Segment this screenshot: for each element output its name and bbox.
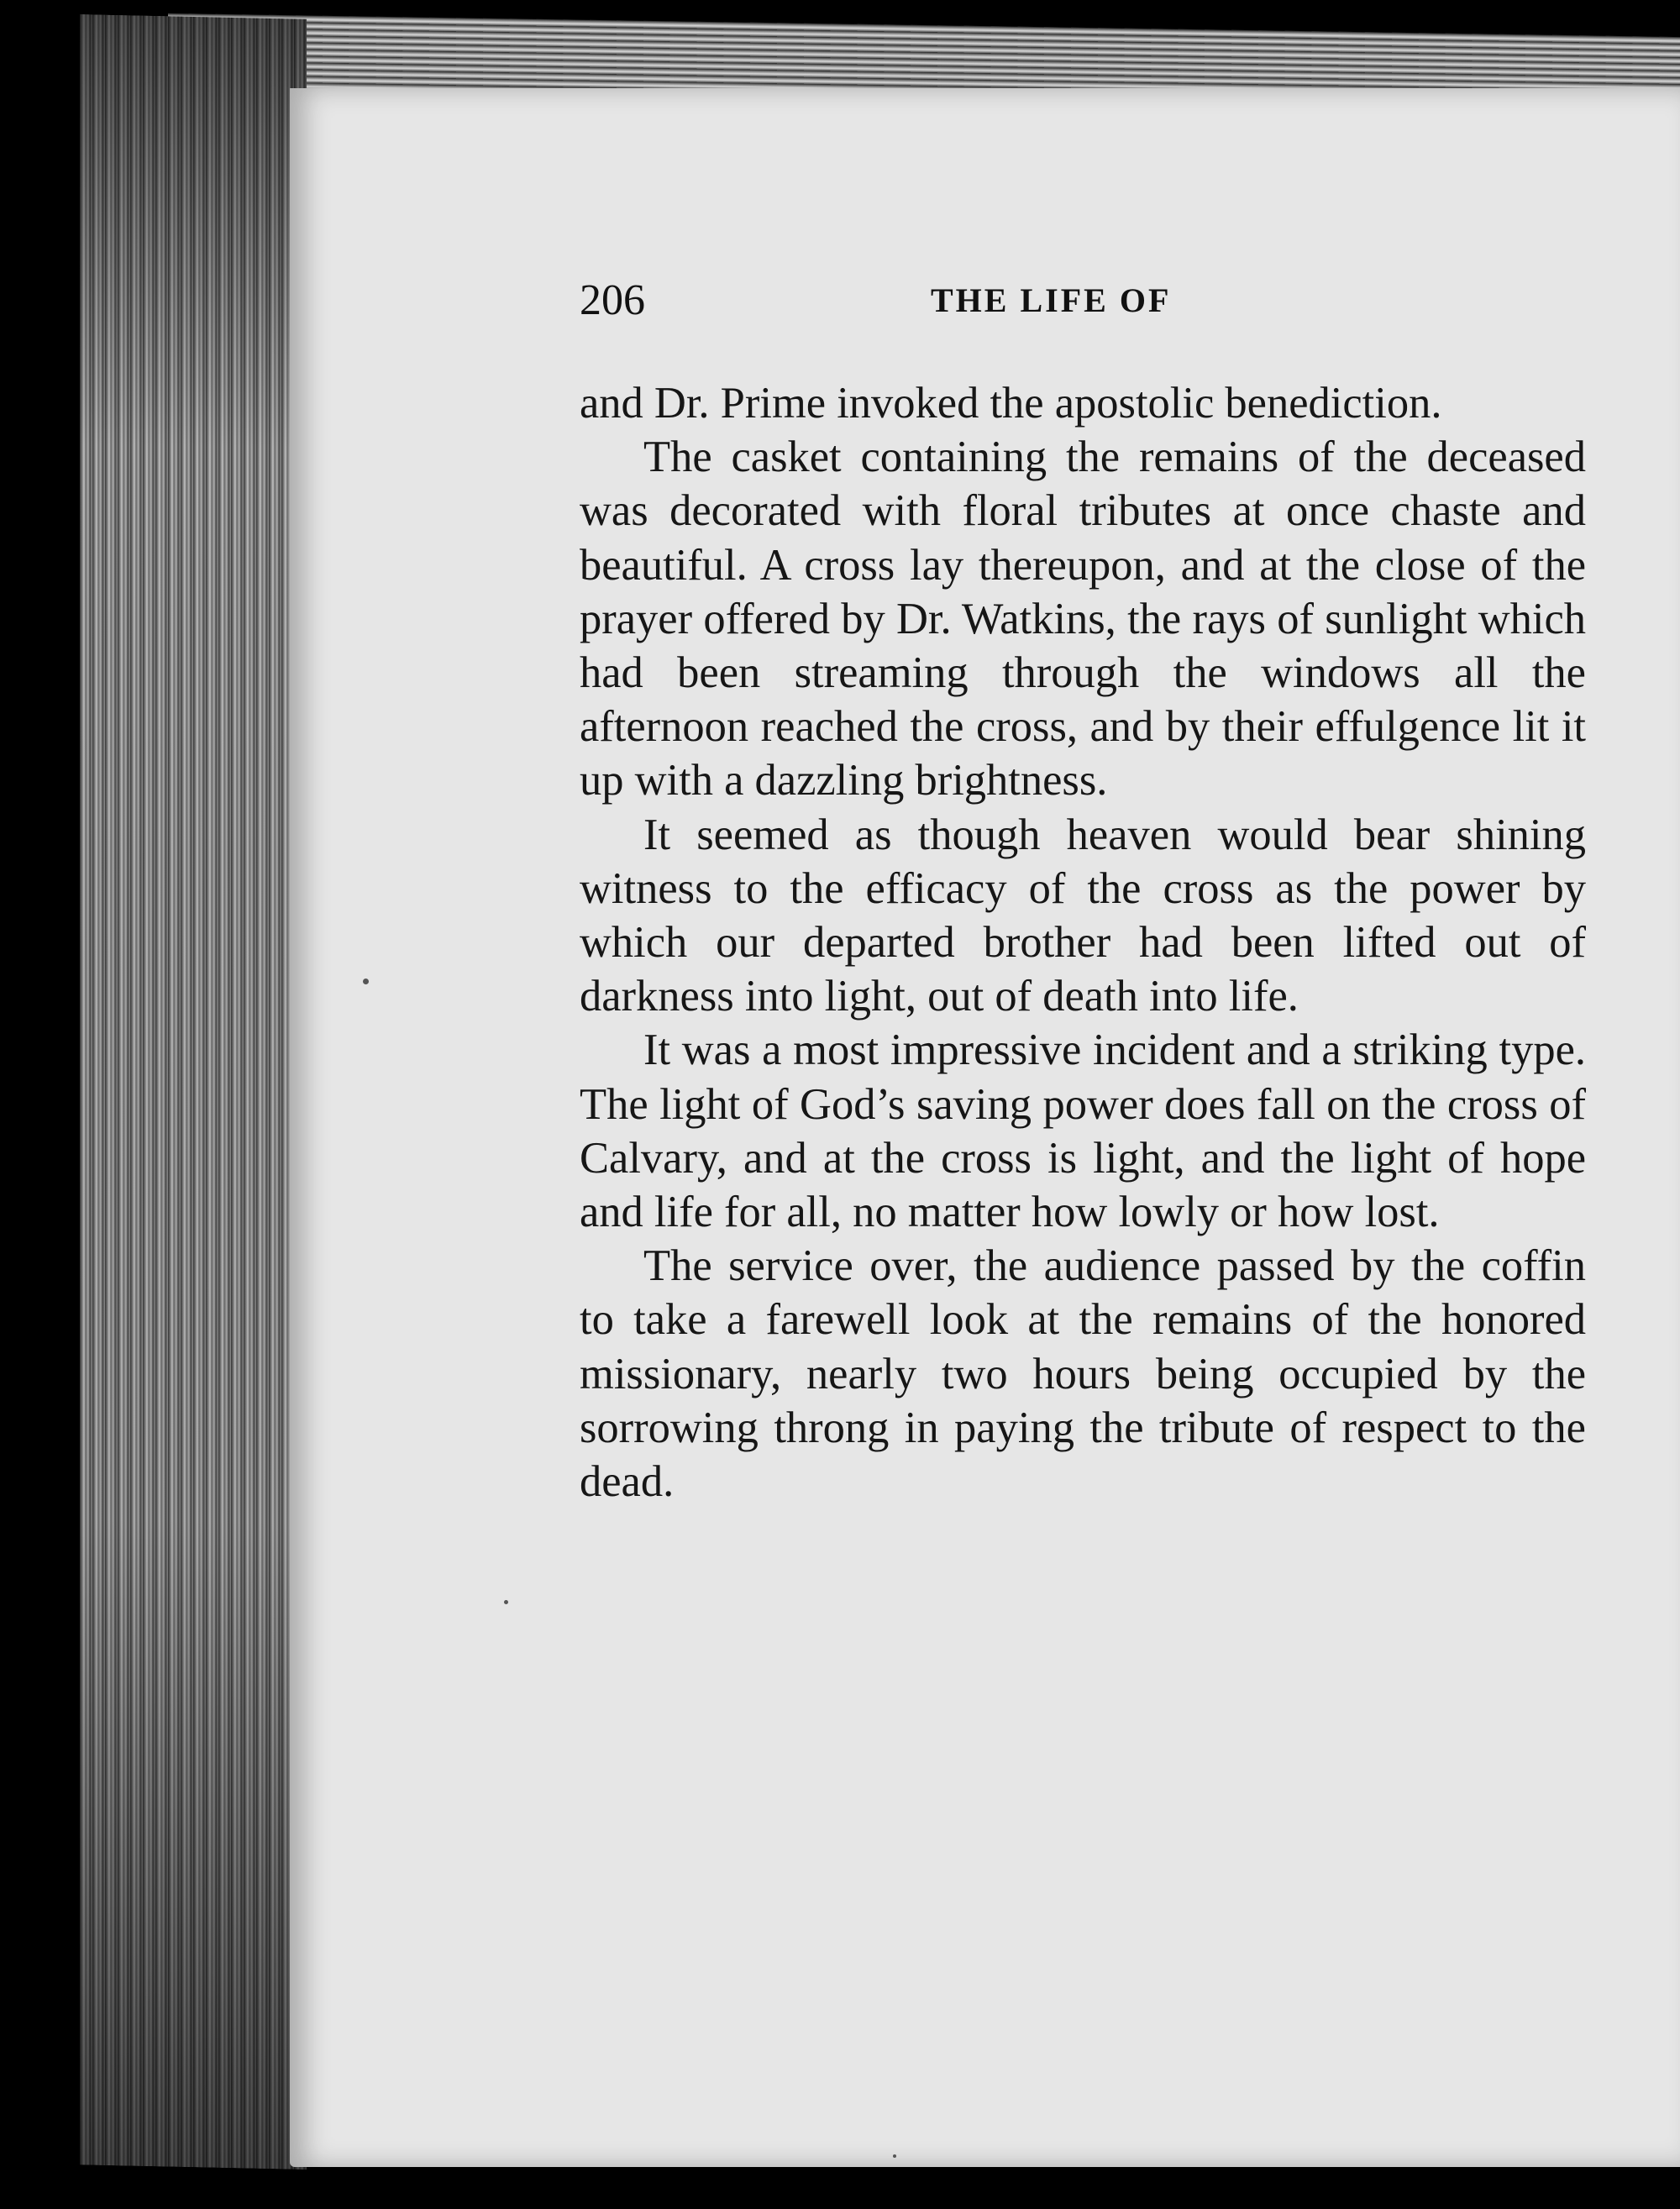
paper-speck (363, 979, 369, 984)
book-fore-edge-shading (80, 14, 307, 2170)
paper-speck (504, 1600, 508, 1604)
page-number: 206 (580, 276, 645, 324)
running-title: THE LIFE OF (931, 281, 1172, 319)
paper-speck (893, 2154, 896, 2158)
body-text (580, 376, 1586, 1509)
running-head (580, 275, 1588, 334)
paragraph: It was a most impressive incident and a striking type. The light of God’s saving power does fall on the cross of Calvary, and at the cross is light, and the light of hope and life for all, no matter how lowly or how lost. (580, 1026, 1586, 1237)
paragraph: The casket containing the remains of the deceased was decorated with floral tributes at once chaste and beautiful. A cross lay thereupon, and at the close of the prayer offered by Dr. Watkins, the rays of sunlight which had been streaming through the windows all the afternoon reached the cross, and by their effulgence lit it up with a dazzling brightness. (580, 433, 1586, 805)
paragraph: The service over, the audience passed by the coffin to take a farewell look at the remains of the honored missionary, nearly two hours being occupied by the sorrowing throng in paying the tribute of respect to the dead. (580, 1241, 1586, 1507)
paragraph: and Dr. Prime invoked the apostolic benediction. (580, 379, 1442, 428)
paragraph: It seemed as though heaven would bear shining witness to the efficacy of the cross as the power by which our departed brother had been lifted out of darkness into light, out of death into life. (580, 810, 1586, 1021)
